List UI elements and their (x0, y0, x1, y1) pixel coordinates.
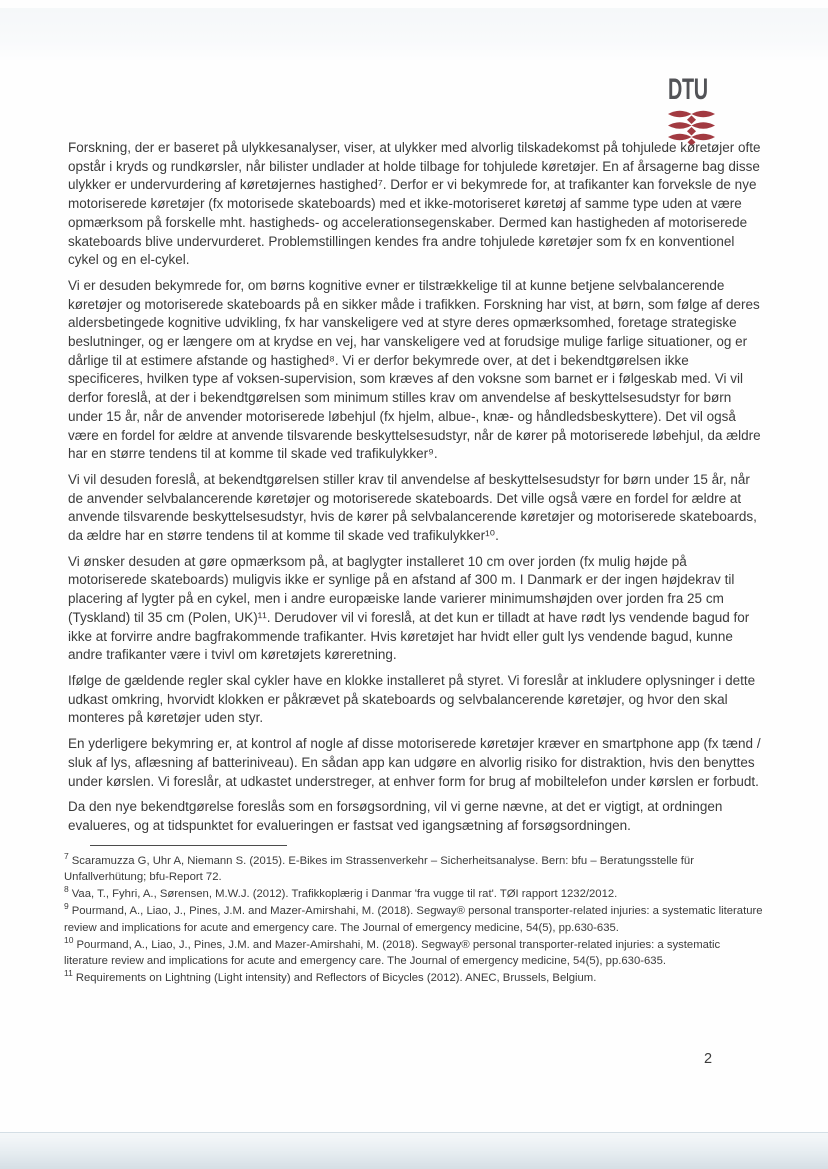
page-number: 2 (704, 1051, 713, 1067)
footnotes (64, 850, 766, 987)
footnote-text-9: Pourmand, A., Liao, J., Pines, J.M. and Mazer-Amirshahi, M. (2018). Segway® personal transporter-related injuries: a systematic literature review and implications for acute and emergency care. The Journal of emergency medicine, 54(5), pp.630-635. (64, 905, 763, 934)
footnote-marker-8: 8 (64, 884, 69, 895)
footnote-11 (64, 970, 766, 987)
footnote-9 (64, 903, 766, 937)
paragraph-accidents-speed: Forskning, der er baseret på ulykkesanalyser, viser, at ulykker med alvorlig tilskadekomst på tohjulede køretøjer ofte opstår i kryds og rundkørsler, når bilister undlader at holde tilbage for tohjulede køretøjer. En af årsagerne bag disse ulykker er undervurdering af køretøjernes hastighed⁷. Derfor er vi bekymrede for, at trafikanter kan forveksle de nye motoriserede køretøjer (fx motorisede skateboards) med et ikke-motoriseret køretøj af samme type uden at være opmærksom på forskelle mht. hastigheds- og accelerationsegenskaber. Dermed kan hastigheden af motoriserede skateboards blive undervurderet. Problemstillingen kendes fra andre tohjulede køretøjer som fx en konventionel cykel og en el-cykel. (68, 140, 761, 268)
footnote-8 (64, 886, 766, 903)
scan-artifact-top-edge (0, 8, 828, 60)
paragraph-protective-equipment: Vi vil desuden foreslå, at bekendtgørelsen stiller krav til anvendelse af beskyttelsesudstyr for børn under 15 år, når de anvender selvbalancerende køretøjer og motoriserede skateboards. Det ville også være en fordel for ældre at anvende tilsvarende beskyttelsesudstyr, hvis de kører på selvbalancerende køretøjer og motoriserede skateboards, da ældre har en større tendens til at komme til skade ved trafikulykker¹⁰. (68, 471, 757, 544)
footnote-text-11: Requirements on Lightning (Light intensity) and Reflectors of Bicycles (2012). ANEC, Brussels, Belgium. (75, 972, 597, 985)
letter-body (64, 139, 766, 987)
dtu-logo (668, 74, 738, 147)
footnote-text-8: Vaa, T., Fyhri, A., Sørensen, M.W.J. (2012). Trafikkoplærig i Danmar 'fra vugge til rat'. TØI rapport 1232/2012. (71, 888, 618, 901)
footnote-marker-9: 9 (64, 901, 69, 912)
scan-artifact-bottom-edge (0, 1132, 828, 1169)
footnote-text-7: Scaramuzza G, Uhr A, Niemann S. (2015). E-Bikes im Strassenverkehr – Sicherheitsanalyse. Bern: bfu – Beratungsstelle für Unfallverhütung; bfu-Report 72. (64, 854, 694, 884)
paragraph-smartphone-app: En yderligere bekymring er, at kontrol af nogle af disse motoriserede køretøjer kræver en smartphone app (fx tænd / sluk af lys, aflæsning af batteriniveau). En sådan app kan udgøre en alvorlig risiko for distraktion, hvis den benyttes under kørslen. Vi foreslår, at udkastet understreger, at enhver form for brug af mobiltelefon under kørslen er forbudt. (68, 736, 761, 789)
footnote-marker-11: 11 (64, 968, 73, 979)
footnote-divider (90, 845, 287, 846)
paragraph-trial-evaluation: Da den nye bekendtgørelse foreslås som en forsøgsordning, vil vi gerne nævne, at det er vigtigt, at ordningen evalueres, og at tidspunktet for evalueringen er fastsat ved igangsætning af forsøgsordningen. (68, 799, 723, 833)
footnote-marker-10: 10 (64, 934, 74, 945)
dtu-logo-text: DTU (668, 73, 708, 106)
paragraph-bell-requirement: Ifølge de gældende regler skal cykler have en klokke installeret på styret. Vi foreslår at inkludere oplysninger i dette udkast omkring, hvorvidt klokken er påkrævet på skateboards og selvbalancerende køretøjer, og hvor den skal monteres på køretøjer uden styr. (68, 672, 756, 726)
paragraph-rear-lights: Vi ønsker desuden at gøre opmærksom på, at baglygter installeret 10 cm over jorden (fx mulig højde på motoriserede skateboards) muligvis ikke er synlige på en afstand af 300 m. I Danmark er der ingen højdekrav til placering af lygter på en cykel, men i andre europæiske lande varierer minimumshøjden over jorden fra 25 cm (Tyskland) til 35 cm (Polen, UK)¹¹. Derudover vil vi foreslå, at det kun er tilladt at have rødt lys vendende bagud for ikke at forvirre andre bagfrakommende trafikanter. Hvis køretøjet har hvidt eller gult lys vendende bagud, kunne andre trafikanter være i tvivl om køretøjets køreretning. (68, 553, 750, 663)
footnote-7 (64, 850, 766, 887)
paragraph-children-cognition: Vi er desuden bekymrede for, om børns kognitive evner er tilstrækkelige til at kunne betjene selvbalancerende køretøjer og motoriserede skateboards på en sikker måde i trafikken. Forskning har vist, at børn, som følge af deres aldersbetingede kognitive udvikling, fx har vanskeligere ved at styre deres opmærksomhed, foretage strategiske beslutninger, og er længere om at krydse en vej, har vanskeligere ved at forudsige mulige farlige situationer, og er dårlige til at estimere afstande og hastighed⁸. Vi er derfor bekymrede over, at det i bekendtgørelsen ikke specificeres, hvilken type af voksen-supervision, som kræves af den voksne som barnet er i følgeskab med. Vi vil derfor foreslå, at der i bekendtgørelsen som minimum stilles krav om anvendelse af beskyttelsesudstyr for børn under 15 år, når de anvender motoriserede løbehjul (fx hjelm, albue-, knæ- og håndledsbeskyttere). Det vil også være en fordel for ældre at anvende tilsvarende beskyttelsesudstyr, når de kører på motoriserede løbehjul, da ældre har en større tendens til at komme til skade ved trafikulykker⁹. (68, 277, 761, 462)
footnote-10 (64, 934, 766, 971)
footnote-marker-7: 7 (64, 850, 69, 861)
footnote-text-10: Pourmand, A., Liao, J., Pines, J.M. and Mazer-Amirshahi, M. (2018). Segway® personal transporter-related injuries: a systematic literature review and implications for acute and emergency care. The Journal of emergency medicine, 54(5), pp.630-635. (64, 938, 721, 968)
